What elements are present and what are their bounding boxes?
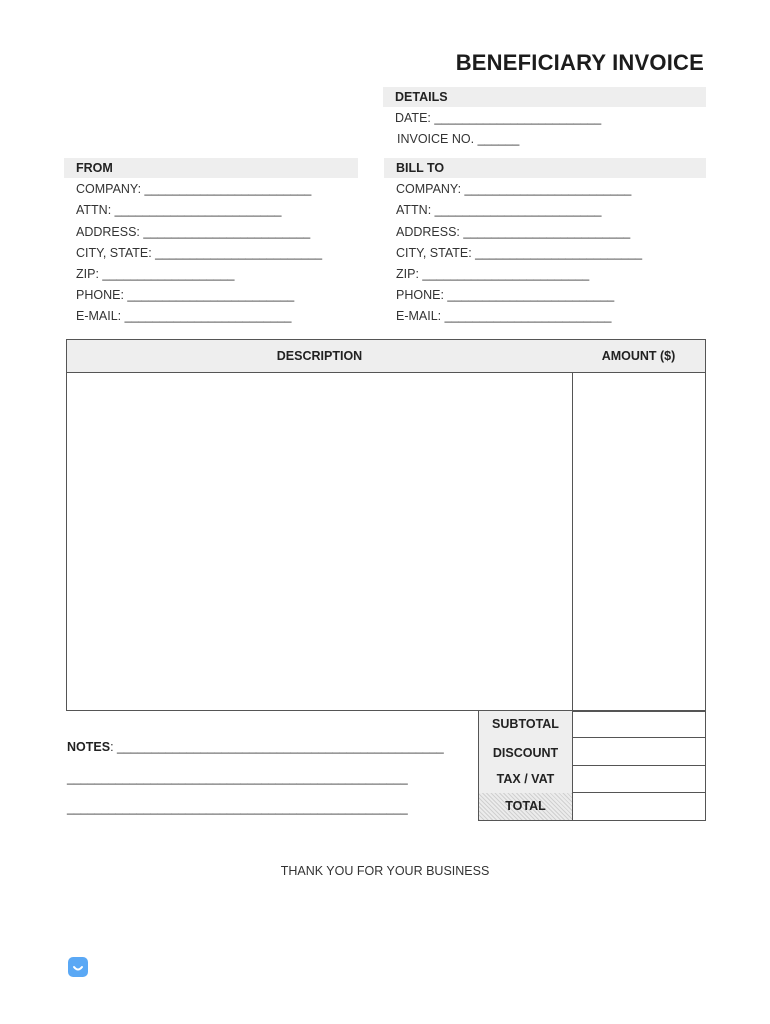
amount-cell[interactable] <box>573 373 705 710</box>
total-label: TOTAL <box>478 793 572 821</box>
line-items-header-row <box>67 340 705 373</box>
total-row <box>478 793 706 821</box>
subtotal-label: SUBTOTAL <box>478 711 572 738</box>
notes-line-2[interactable]: _________________________________________________ <box>67 771 408 785</box>
bill-to-heading: BILL TO <box>384 158 706 178</box>
bill-to-city-state-field[interactable]: CITY, STATE: ________________________ <box>396 246 643 260</box>
line-items-table <box>66 339 706 711</box>
bill-to-company-field[interactable]: COMPANY: ________________________ <box>396 182 632 196</box>
total-value-field[interactable] <box>572 793 706 821</box>
tax-value-field[interactable] <box>572 766 706 793</box>
description-cell[interactable] <box>67 373 572 710</box>
smile-badge-icon[interactable] <box>68 957 88 977</box>
details-date-field[interactable]: DATE: ________________________ <box>395 111 602 125</box>
from-heading: FROM <box>64 158 358 178</box>
amount-column-header: AMOUNT ($) <box>601 349 676 363</box>
thank-you-message: THANK YOU FOR YOUR BUSINESS <box>280 864 490 878</box>
bill-to-address-field[interactable]: ADDRESS: ________________________ <box>396 225 631 239</box>
bill-to-zip-field[interactable]: ZIP: ________________________ <box>396 267 590 281</box>
bill-to-attn-field[interactable]: ATTN: ________________________ <box>396 203 602 217</box>
from-city-state-field[interactable]: CITY, STATE: ________________________ <box>76 246 323 260</box>
bill-to-phone-field[interactable]: PHONE: ________________________ <box>396 288 615 302</box>
from-zip-field[interactable]: ZIP: ___________________ <box>76 267 235 281</box>
notes-line-1[interactable] <box>67 740 444 754</box>
tax-label: TAX / VAT <box>478 766 572 793</box>
discount-value-field[interactable] <box>572 738 706 766</box>
from-company-field[interactable]: COMPANY: ________________________ <box>76 182 312 196</box>
from-attn-field[interactable]: ATTN: ________________________ <box>76 203 282 217</box>
invoice-title: BENEFICIARY INVOICE <box>455 50 704 75</box>
subtotal-value-field[interactable] <box>572 711 706 738</box>
bill-to-email-field[interactable]: E-MAIL: ________________________ <box>396 309 612 323</box>
from-address-field[interactable]: ADDRESS: ________________________ <box>76 225 311 239</box>
subtotal-row <box>478 711 706 738</box>
details-heading: DETAILS <box>383 87 706 107</box>
discount-row <box>478 738 706 766</box>
smile-glyph-icon <box>71 960 85 974</box>
totals-block <box>478 711 706 821</box>
from-phone-field[interactable]: PHONE: ________________________ <box>76 288 295 302</box>
notes-line-3[interactable]: _________________________________________________ <box>67 801 408 815</box>
details-invoice-no-field[interactable]: INVOICE NO. ______ <box>397 132 520 146</box>
notes-label: NOTES <box>67 740 111 754</box>
discount-label: DISCOUNT <box>478 738 572 766</box>
notes-line-1-blank: : _______________________________________________ <box>110 740 444 754</box>
description-column-header: DESCRIPTION <box>276 349 363 363</box>
from-email-field[interactable]: E-MAIL: ________________________ <box>76 309 292 323</box>
tax-row <box>478 766 706 793</box>
